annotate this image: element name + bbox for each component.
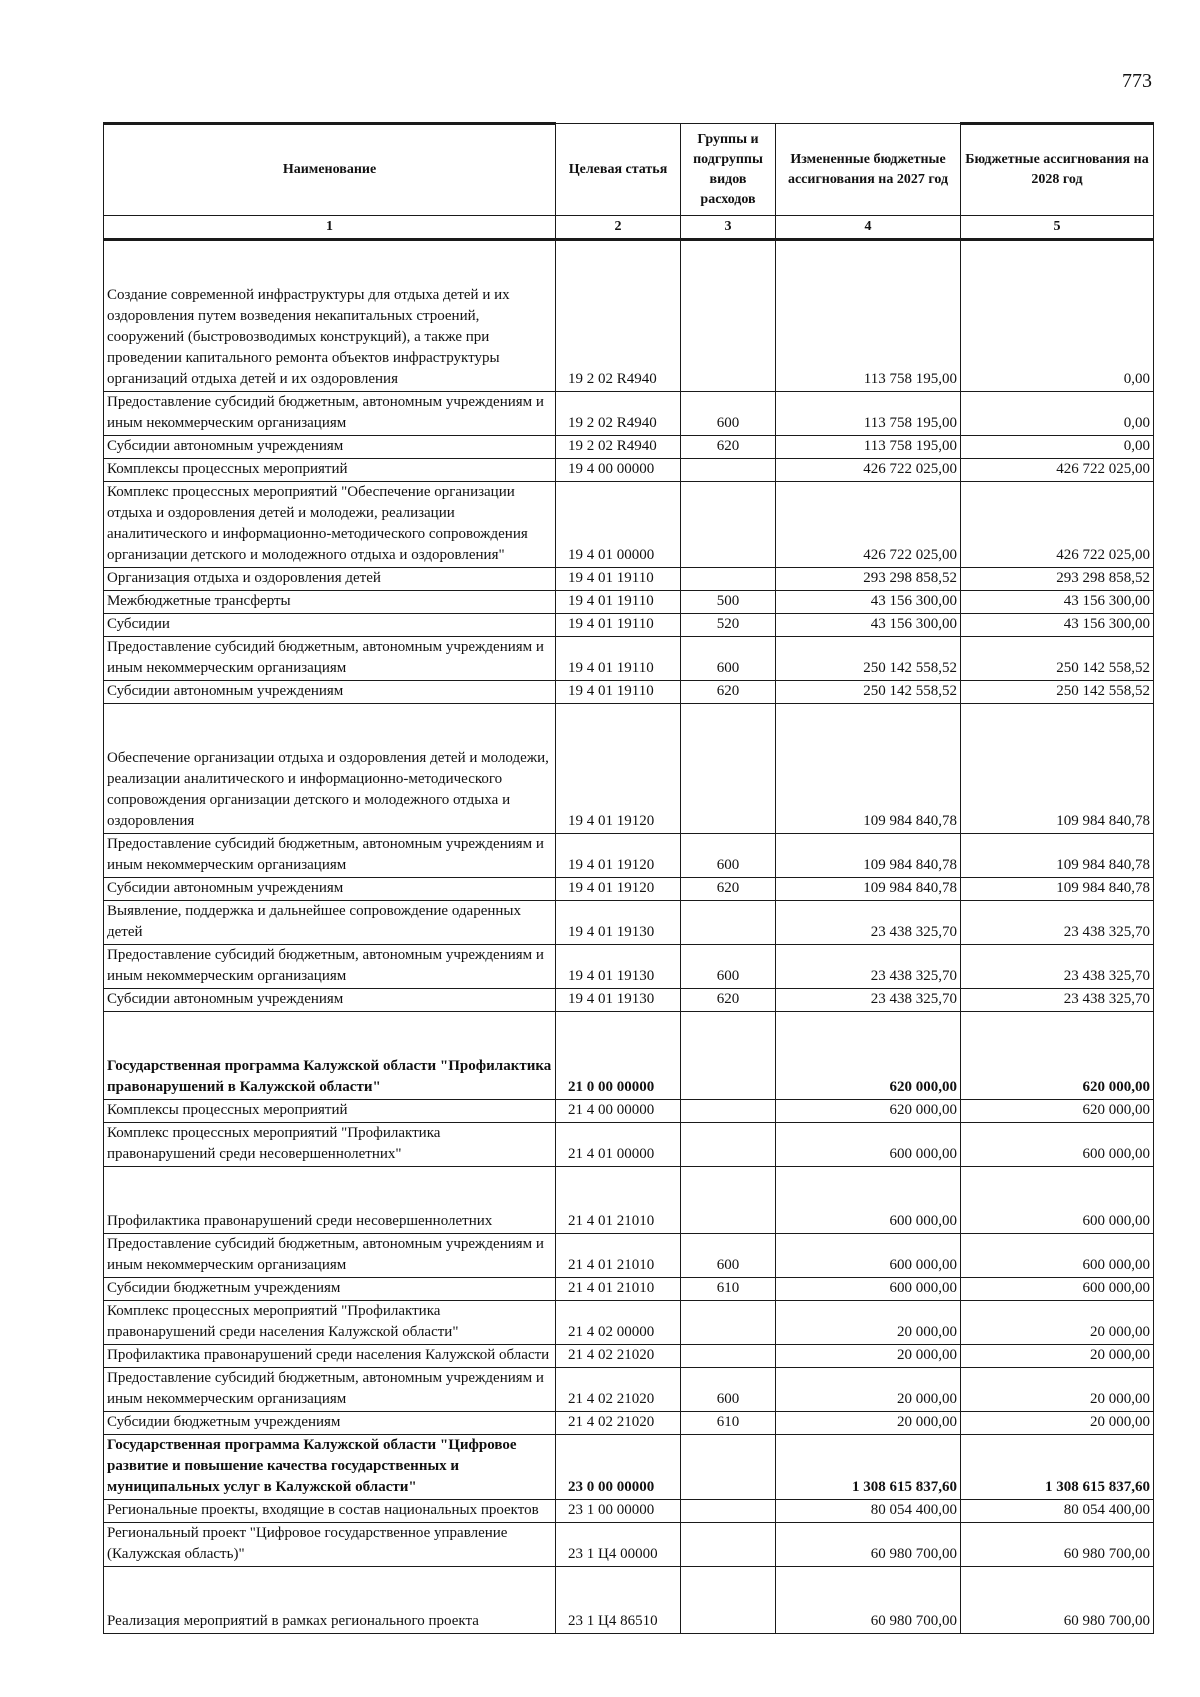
row-amount-2028: 0,00 xyxy=(961,392,1154,436)
table-row xyxy=(104,1368,1154,1412)
row-name: Предоставление субсидий бюджетным, автономным учреждениям и иным некоммерческим организациям xyxy=(104,392,556,436)
table-body xyxy=(104,240,1154,1634)
row-amount-2027: 620 000,00 xyxy=(776,1012,961,1100)
row-amount-2027: 109 984 840,78 xyxy=(776,704,961,834)
row-code: 19 2 02 R4940 xyxy=(556,240,681,392)
row-amount-2028: 60 980 700,00 xyxy=(961,1567,1154,1634)
header-code: Целевая статья xyxy=(556,124,681,216)
row-group xyxy=(681,1345,776,1368)
row-amount-2027: 250 142 558,52 xyxy=(776,681,961,704)
table-header xyxy=(104,124,1154,240)
row-amount-2028: 43 156 300,00 xyxy=(961,614,1154,637)
row-amount-2028: 20 000,00 xyxy=(961,1412,1154,1435)
row-code: 21 4 02 00000 xyxy=(556,1301,681,1345)
row-amount-2027: 20 000,00 xyxy=(776,1412,961,1435)
row-code: 23 0 00 00000 xyxy=(556,1435,681,1500)
row-amount-2028: 109 984 840,78 xyxy=(961,704,1154,834)
table-row xyxy=(104,240,1154,392)
row-group xyxy=(681,1500,776,1523)
table-row xyxy=(104,1435,1154,1500)
header-amount-2028: Бюджетные ассигнования на 2028 год xyxy=(961,124,1154,216)
row-group xyxy=(681,482,776,568)
row-amount-2028: 0,00 xyxy=(961,436,1154,459)
table-row xyxy=(104,436,1154,459)
row-amount-2028: 109 984 840,78 xyxy=(961,878,1154,901)
table-row xyxy=(104,1523,1154,1567)
row-name: Предоставление субсидий бюджетным, автономным учреждениям и иным некоммерческим организациям xyxy=(104,1234,556,1278)
row-amount-2028: 600 000,00 xyxy=(961,1278,1154,1301)
row-amount-2028: 250 142 558,52 xyxy=(961,681,1154,704)
row-amount-2028: 293 298 858,52 xyxy=(961,568,1154,591)
column-number: 5 xyxy=(961,216,1154,240)
table-row xyxy=(104,1345,1154,1368)
row-group xyxy=(681,1167,776,1234)
row-code: 19 2 02 R4940 xyxy=(556,436,681,459)
row-name: Комплекс процессных мероприятий "Профилактика правонарушений среди несовершеннолетних" xyxy=(104,1123,556,1167)
row-amount-2028: 23 438 325,70 xyxy=(961,945,1154,989)
row-amount-2028: 600 000,00 xyxy=(961,1234,1154,1278)
table-row xyxy=(104,1301,1154,1345)
row-name: Межбюджетные трансферты xyxy=(104,591,556,614)
header-name: Наименование xyxy=(104,124,556,216)
table-row xyxy=(104,704,1154,834)
table-row xyxy=(104,1567,1154,1634)
row-amount-2027: 426 722 025,00 xyxy=(776,482,961,568)
row-name: Субсидии бюджетным учреждениям xyxy=(104,1278,556,1301)
row-name: Государственная программа Калужской области "Цифровое развитие и повышение качества государственных и муниципальных услуг в Калужской области" xyxy=(104,1435,556,1500)
row-name: Субсидии автономным учреждениям xyxy=(104,436,556,459)
row-group: 600 xyxy=(681,834,776,878)
row-name: Организация отдыха и оздоровления детей xyxy=(104,568,556,591)
column-number: 3 xyxy=(681,216,776,240)
row-name: Профилактика правонарушений среди несовершеннолетних xyxy=(104,1167,556,1234)
table-row xyxy=(104,1100,1154,1123)
table-row xyxy=(104,878,1154,901)
row-group xyxy=(681,1100,776,1123)
row-amount-2027: 43 156 300,00 xyxy=(776,614,961,637)
row-code: 21 4 01 21010 xyxy=(556,1234,681,1278)
table-row xyxy=(104,1500,1154,1523)
row-code: 19 4 01 19120 xyxy=(556,834,681,878)
row-amount-2027: 600 000,00 xyxy=(776,1278,961,1301)
row-code: 21 4 01 00000 xyxy=(556,1123,681,1167)
row-amount-2027: 620 000,00 xyxy=(776,1100,961,1123)
table-row xyxy=(104,392,1154,436)
row-amount-2027: 23 438 325,70 xyxy=(776,945,961,989)
row-amount-2027: 23 438 325,70 xyxy=(776,989,961,1012)
row-name: Создание современной инфраструктуры для отдыха детей и их оздоровления путем возведения некапитальных строений, сооружений (быстровозводимых конструкций), а также при проведении капитального ремонта объектов инфраструктуры организаций отдыха детей и их оздоровления xyxy=(104,240,556,392)
row-name: Региональный проект "Цифровое государственное управление (Калужская область)" xyxy=(104,1523,556,1567)
row-code: 19 4 01 19110 xyxy=(556,591,681,614)
row-group: 600 xyxy=(681,945,776,989)
row-code: 21 4 02 21020 xyxy=(556,1345,681,1368)
row-amount-2028: 600 000,00 xyxy=(961,1167,1154,1234)
table-row xyxy=(104,834,1154,878)
column-number: 4 xyxy=(776,216,961,240)
row-name: Комплексы процессных мероприятий xyxy=(104,1100,556,1123)
row-amount-2027: 1 308 615 837,60 xyxy=(776,1435,961,1500)
row-amount-2028: 23 438 325,70 xyxy=(961,989,1154,1012)
table-row xyxy=(104,989,1154,1012)
row-group xyxy=(681,1435,776,1500)
row-amount-2028: 60 980 700,00 xyxy=(961,1523,1154,1567)
row-amount-2028: 250 142 558,52 xyxy=(961,637,1154,681)
table-row xyxy=(104,681,1154,704)
row-amount-2028: 109 984 840,78 xyxy=(961,834,1154,878)
row-amount-2027: 113 758 195,00 xyxy=(776,240,961,392)
column-number: 1 xyxy=(104,216,556,240)
row-code: 19 4 01 19110 xyxy=(556,568,681,591)
row-group xyxy=(681,1567,776,1634)
table-row xyxy=(104,901,1154,945)
row-code: 19 4 01 19130 xyxy=(556,901,681,945)
row-group xyxy=(681,1012,776,1100)
table-row xyxy=(104,1167,1154,1234)
row-name: Комплексы процессных мероприятий xyxy=(104,459,556,482)
header-group: Группы и подгруппы видов расходов xyxy=(681,124,776,216)
table-row xyxy=(104,637,1154,681)
table-row xyxy=(104,1278,1154,1301)
row-name: Предоставление субсидий бюджетным, автономным учреждениям и иным некоммерческим организациям xyxy=(104,945,556,989)
row-amount-2027: 113 758 195,00 xyxy=(776,392,961,436)
row-amount-2028: 20 000,00 xyxy=(961,1368,1154,1412)
row-group xyxy=(681,459,776,482)
row-code: 23 1 Ц4 00000 xyxy=(556,1523,681,1567)
table-row xyxy=(104,945,1154,989)
row-name: Государственная программа Калужской области "Профилактика правонарушений в Калужской области" xyxy=(104,1012,556,1100)
row-group xyxy=(681,1523,776,1567)
table-row xyxy=(104,1412,1154,1435)
row-code: 21 4 01 21010 xyxy=(556,1278,681,1301)
table-row xyxy=(104,568,1154,591)
row-group: 600 xyxy=(681,637,776,681)
row-code: 19 4 00 00000 xyxy=(556,459,681,482)
row-amount-2027: 109 984 840,78 xyxy=(776,878,961,901)
row-name: Профилактика правонарушений среди населения Калужской области xyxy=(104,1345,556,1368)
row-name: Комплекс процессных мероприятий "Обеспечение организации отдыха и оздоровления детей и молодежи, реализации аналитического и информационно-методического сопровождения организации детского и молодежного отдыха и оздоровления" xyxy=(104,482,556,568)
table-row xyxy=(104,1234,1154,1278)
row-code: 19 4 01 19120 xyxy=(556,878,681,901)
row-name: Субсидии xyxy=(104,614,556,637)
row-code: 23 1 00 00000 xyxy=(556,1500,681,1523)
row-amount-2028: 0,00 xyxy=(961,240,1154,392)
row-code: 19 4 01 19110 xyxy=(556,681,681,704)
row-code: 19 4 01 19120 xyxy=(556,704,681,834)
row-amount-2028: 426 722 025,00 xyxy=(961,482,1154,568)
row-code: 21 4 01 21010 xyxy=(556,1167,681,1234)
row-amount-2028: 43 156 300,00 xyxy=(961,591,1154,614)
row-code: 21 4 02 21020 xyxy=(556,1368,681,1412)
row-group xyxy=(681,704,776,834)
row-amount-2027: 109 984 840,78 xyxy=(776,834,961,878)
row-group xyxy=(681,568,776,591)
header-row xyxy=(104,124,1154,216)
row-group: 620 xyxy=(681,436,776,459)
row-name: Предоставление субсидий бюджетным, автономным учреждениям и иным некоммерческим организациям xyxy=(104,637,556,681)
header-amount-2027: Измененные бюджетные ассигнования на 2027 год xyxy=(776,124,961,216)
row-name: Субсидии бюджетным учреждениям xyxy=(104,1412,556,1435)
row-group: 520 xyxy=(681,614,776,637)
row-name: Региональные проекты, входящие в состав национальных проектов xyxy=(104,1500,556,1523)
row-amount-2028: 23 438 325,70 xyxy=(961,901,1154,945)
row-code: 19 4 01 19110 xyxy=(556,614,681,637)
row-group: 620 xyxy=(681,989,776,1012)
row-amount-2027: 600 000,00 xyxy=(776,1234,961,1278)
row-group: 620 xyxy=(681,878,776,901)
row-name: Предоставление субсидий бюджетным, автономным учреждениям и иным некоммерческим организациям xyxy=(104,1368,556,1412)
row-group xyxy=(681,240,776,392)
row-name: Обеспечение организации отдыха и оздоровления детей и молодежи, реализации аналитического и информационно-методического сопровождения организации детского и молодежного отдыха и оздоровления xyxy=(104,704,556,834)
row-code: 21 4 00 00000 xyxy=(556,1100,681,1123)
row-amount-2027: 20 000,00 xyxy=(776,1368,961,1412)
row-group: 610 xyxy=(681,1412,776,1435)
row-amount-2028: 620 000,00 xyxy=(961,1100,1154,1123)
row-group xyxy=(681,1301,776,1345)
row-amount-2027: 20 000,00 xyxy=(776,1345,961,1368)
row-amount-2027: 293 298 858,52 xyxy=(776,568,961,591)
row-amount-2027: 426 722 025,00 xyxy=(776,459,961,482)
row-group xyxy=(681,1123,776,1167)
row-name: Предоставление субсидий бюджетным, автономным учреждениям и иным некоммерческим организациям xyxy=(104,834,556,878)
table-row xyxy=(104,459,1154,482)
table-row xyxy=(104,591,1154,614)
row-group: 600 xyxy=(681,1368,776,1412)
row-amount-2027: 113 758 195,00 xyxy=(776,436,961,459)
row-group: 600 xyxy=(681,1234,776,1278)
row-name: Субсидии автономным учреждениям xyxy=(104,681,556,704)
row-group: 620 xyxy=(681,681,776,704)
row-amount-2028: 20 000,00 xyxy=(961,1301,1154,1345)
row-amount-2027: 600 000,00 xyxy=(776,1167,961,1234)
row-code: 19 2 02 R4940 xyxy=(556,392,681,436)
row-name: Субсидии автономным учреждениям xyxy=(104,989,556,1012)
table-row xyxy=(104,614,1154,637)
row-amount-2027: 23 438 325,70 xyxy=(776,901,961,945)
row-code: 23 1 Ц4 86510 xyxy=(556,1567,681,1634)
row-code: 21 4 02 21020 xyxy=(556,1412,681,1435)
row-amount-2028: 80 054 400,00 xyxy=(961,1500,1154,1523)
row-amount-2027: 43 156 300,00 xyxy=(776,591,961,614)
row-amount-2027: 600 000,00 xyxy=(776,1123,961,1167)
row-amount-2028: 20 000,00 xyxy=(961,1345,1154,1368)
row-group: 600 xyxy=(681,392,776,436)
row-amount-2027: 250 142 558,52 xyxy=(776,637,961,681)
budget-table xyxy=(103,122,1154,1634)
column-number: 2 xyxy=(556,216,681,240)
row-amount-2027: 60 980 700,00 xyxy=(776,1567,961,1634)
row-code: 19 4 01 19130 xyxy=(556,989,681,1012)
row-amount-2028: 600 000,00 xyxy=(961,1123,1154,1167)
row-group: 610 xyxy=(681,1278,776,1301)
page-number: 773 xyxy=(1122,70,1152,92)
column-number-row xyxy=(104,216,1154,240)
row-code: 19 4 01 00000 xyxy=(556,482,681,568)
row-amount-2028: 426 722 025,00 xyxy=(961,459,1154,482)
row-name: Выявление, поддержка и дальнейшее сопровождение одаренных детей xyxy=(104,901,556,945)
table-row xyxy=(104,482,1154,568)
row-name: Субсидии автономным учреждениям xyxy=(104,878,556,901)
row-group xyxy=(681,901,776,945)
row-name: Реализация мероприятий в рамках регионального проекта xyxy=(104,1567,556,1634)
row-group: 500 xyxy=(681,591,776,614)
row-amount-2028: 1 308 615 837,60 xyxy=(961,1435,1154,1500)
row-code: 21 0 00 00000 xyxy=(556,1012,681,1100)
row-amount-2027: 80 054 400,00 xyxy=(776,1500,961,1523)
row-amount-2027: 60 980 700,00 xyxy=(776,1523,961,1567)
row-code: 19 4 01 19130 xyxy=(556,945,681,989)
table-row xyxy=(104,1012,1154,1100)
row-name: Комплекс процессных мероприятий "Профилактика правонарушений среди населения Калужской области" xyxy=(104,1301,556,1345)
row-amount-2027: 20 000,00 xyxy=(776,1301,961,1345)
table-row xyxy=(104,1123,1154,1167)
row-code: 19 4 01 19110 xyxy=(556,637,681,681)
row-amount-2028: 620 000,00 xyxy=(961,1012,1154,1100)
